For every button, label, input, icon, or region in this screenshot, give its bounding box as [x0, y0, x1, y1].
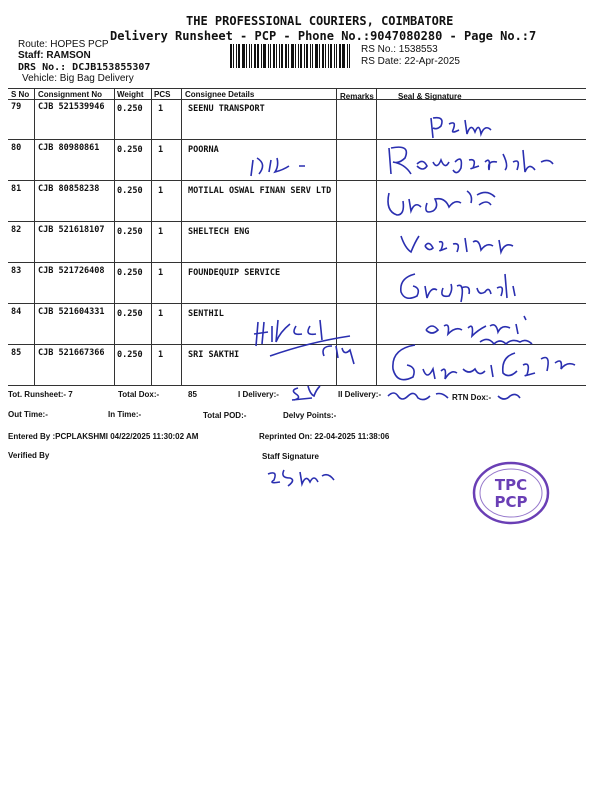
- column-divider: [114, 88, 115, 385]
- row-sno: 82: [11, 225, 22, 235]
- barcode-bar: [295, 44, 296, 68]
- barcode-bar: [319, 44, 320, 68]
- barcode-bar: [281, 44, 283, 68]
- total-runsheet: Tot. Runsheet:- 7: [8, 390, 73, 399]
- reprinted-on: Reprinted On: 22-04-2025 11:38:06: [259, 432, 390, 441]
- row-weight: 0.250: [117, 145, 143, 155]
- barcode-bar: [268, 44, 269, 68]
- handwritten-signature: [425, 112, 505, 142]
- row-consignee: POORNA: [188, 145, 219, 155]
- company-name: THE PROFESSIONAL COURIERS, COIMBATORE: [186, 14, 454, 28]
- row-sno: 79: [11, 102, 22, 112]
- route-label: Route: HOPES PCP: [18, 39, 109, 50]
- barcode-bar: [347, 44, 348, 68]
- vehicle-label: Vehicle: Big Bag Delivery: [22, 73, 134, 84]
- col-header-weight: Weight: [117, 90, 144, 99]
- rtn-dox-label: RTN Dox:-: [452, 393, 492, 402]
- row-pcs: 1: [158, 350, 164, 360]
- row-consignment: CJB 521726408: [38, 266, 105, 276]
- barcode-bar: [270, 44, 271, 68]
- ii-delivery-label: II Delivery:-: [338, 390, 382, 399]
- handwritten-signature: [245, 150, 325, 180]
- barcode-bar: [276, 44, 277, 68]
- row-sno: 85: [11, 348, 22, 358]
- barcode-bar: [279, 44, 280, 68]
- column-divider: [34, 88, 35, 385]
- row-consignee: SHELTECH ENG: [188, 227, 250, 237]
- rs-number: RS No.: 1538553: [361, 44, 438, 55]
- out-time-label: Out Time:-: [8, 410, 48, 419]
- row-consignee: FOUNDEQUIP SERVICE: [188, 268, 281, 278]
- staff-label: Staff: RAMSON: [18, 50, 91, 61]
- col-header-remarks: Remarks: [340, 92, 374, 101]
- row-pcs: 1: [158, 104, 164, 114]
- handwritten-count: [288, 382, 324, 404]
- barcode-bar: [328, 44, 329, 68]
- total-dox-label: Total Dox:-: [118, 390, 160, 399]
- barcode-bar: [330, 44, 332, 68]
- row-pcs: 1: [158, 268, 164, 278]
- col-header-pcs: PCS: [154, 90, 171, 99]
- row-consignment: CJB 80980861: [38, 143, 100, 153]
- barcode-bar: [298, 44, 299, 68]
- row-consignment: CJB 521604331: [38, 307, 105, 317]
- in-time-label: In Time:-: [108, 410, 142, 419]
- barcode-bar: [254, 44, 256, 68]
- barcode-bar: [233, 44, 234, 68]
- column-divider: [181, 88, 182, 385]
- row-weight: 0.250: [117, 268, 143, 278]
- row-weight: 0.250: [117, 309, 143, 319]
- table-header-rule: [8, 99, 586, 100]
- barcode-bar: [261, 44, 262, 68]
- row-pcs: 1: [158, 227, 164, 237]
- barcode-bar: [246, 44, 247, 68]
- verified-by-label: Verified By: [8, 451, 50, 460]
- rs-date: RS Date: 22-Apr-2025: [361, 56, 460, 67]
- barcode-bar: [230, 44, 232, 68]
- handwritten-mark: [494, 388, 524, 406]
- barcode-bar: [291, 44, 294, 68]
- handwritten-signature: [383, 185, 503, 225]
- row-sno: 81: [11, 184, 22, 194]
- barcode-bar: [315, 44, 318, 68]
- barcode-bar: [249, 44, 250, 68]
- row-divider: [8, 180, 586, 181]
- row-consignee: MOTILAL OSWAL FINAN SERV LTD: [188, 186, 332, 196]
- col-header-consignment: Consignment No: [38, 90, 102, 99]
- row-pcs: 1: [158, 186, 164, 196]
- barcode-bar: [300, 44, 302, 68]
- row-divider: [8, 262, 586, 263]
- row-consignment: CJB 521618107: [38, 225, 105, 235]
- total-pod-label: Total POD:-: [203, 411, 247, 420]
- stamp-line-2: PCP: [494, 493, 528, 511]
- entered-by: Entered By :PCPLAKSHMI 04/22/2025 11:30:02 AM: [8, 432, 199, 441]
- total-dox-value: 85: [188, 390, 197, 399]
- barcode: [230, 44, 354, 68]
- barcode-bar: [306, 44, 308, 68]
- col-header-sno: S No: [11, 90, 30, 99]
- barcode-bar: [339, 44, 341, 68]
- row-consignee: SEENU TRANSPORT: [188, 104, 265, 114]
- staff-signature-label: Staff Signature: [262, 452, 319, 461]
- stamp-line-1: TPC: [494, 476, 528, 494]
- barcode-bar: [273, 44, 275, 68]
- column-divider: [151, 88, 152, 385]
- barcode-bar: [288, 44, 289, 68]
- barcode-bar: [334, 44, 335, 68]
- row-consignment: CJB 521539946: [38, 102, 105, 112]
- barcode-bar: [310, 44, 311, 68]
- runsheet-title: Delivery Runsheet - PCP - Phone No.:9047080280 - Page No.:7: [110, 29, 537, 43]
- row-sno: 84: [11, 307, 22, 317]
- barcode-bar: [304, 44, 305, 68]
- col-header-consignee: Consignee Details: [185, 90, 255, 99]
- drs-number: DRS No.: DCJB153855307: [18, 62, 151, 73]
- barcode-bar: [349, 44, 350, 68]
- staff-signature: [262, 462, 342, 490]
- barcode-bar: [263, 44, 266, 68]
- row-weight: 0.250: [117, 350, 143, 360]
- row-consignee: SRI SAKTHI: [188, 350, 240, 360]
- handwritten-signature: [395, 268, 525, 308]
- row-pcs: 1: [158, 309, 164, 319]
- delvy-points-label: Delvy Points:-: [283, 411, 337, 420]
- handwritten-signature: [395, 228, 535, 258]
- barcode-bar: [238, 44, 240, 68]
- row-consignment: CJB 80858238: [38, 184, 100, 194]
- row-sno: 80: [11, 143, 22, 153]
- barcode-bar: [325, 44, 326, 68]
- barcode-bar: [242, 44, 245, 68]
- barcode-bar: [342, 44, 345, 68]
- handwritten-signature: [384, 384, 454, 408]
- company-stamp: [470, 460, 552, 526]
- barcode-bar: [251, 44, 252, 68]
- barcode-bar: [322, 44, 324, 68]
- barcode-bar: [257, 44, 259, 68]
- barcode-bar: [312, 44, 313, 68]
- row-consignee: SENTHIL: [188, 309, 224, 319]
- row-pcs: 1: [158, 145, 164, 155]
- barcode-bar: [285, 44, 287, 68]
- i-delivery-label: I Delivery:-: [238, 390, 279, 399]
- row-sno: 83: [11, 266, 22, 276]
- table-top-rule: [8, 88, 586, 89]
- col-header-seal-signature: Seal & Signature: [398, 92, 462, 101]
- barcode-bar: [336, 44, 337, 68]
- row-weight: 0.250: [117, 227, 143, 237]
- row-weight: 0.250: [117, 186, 143, 196]
- barcode-bar: [236, 44, 237, 68]
- handwritten-signature: [250, 316, 380, 366]
- row-weight: 0.250: [117, 104, 143, 114]
- row-consignment: CJB 521667366: [38, 348, 105, 358]
- handwritten-signature: [383, 140, 558, 180]
